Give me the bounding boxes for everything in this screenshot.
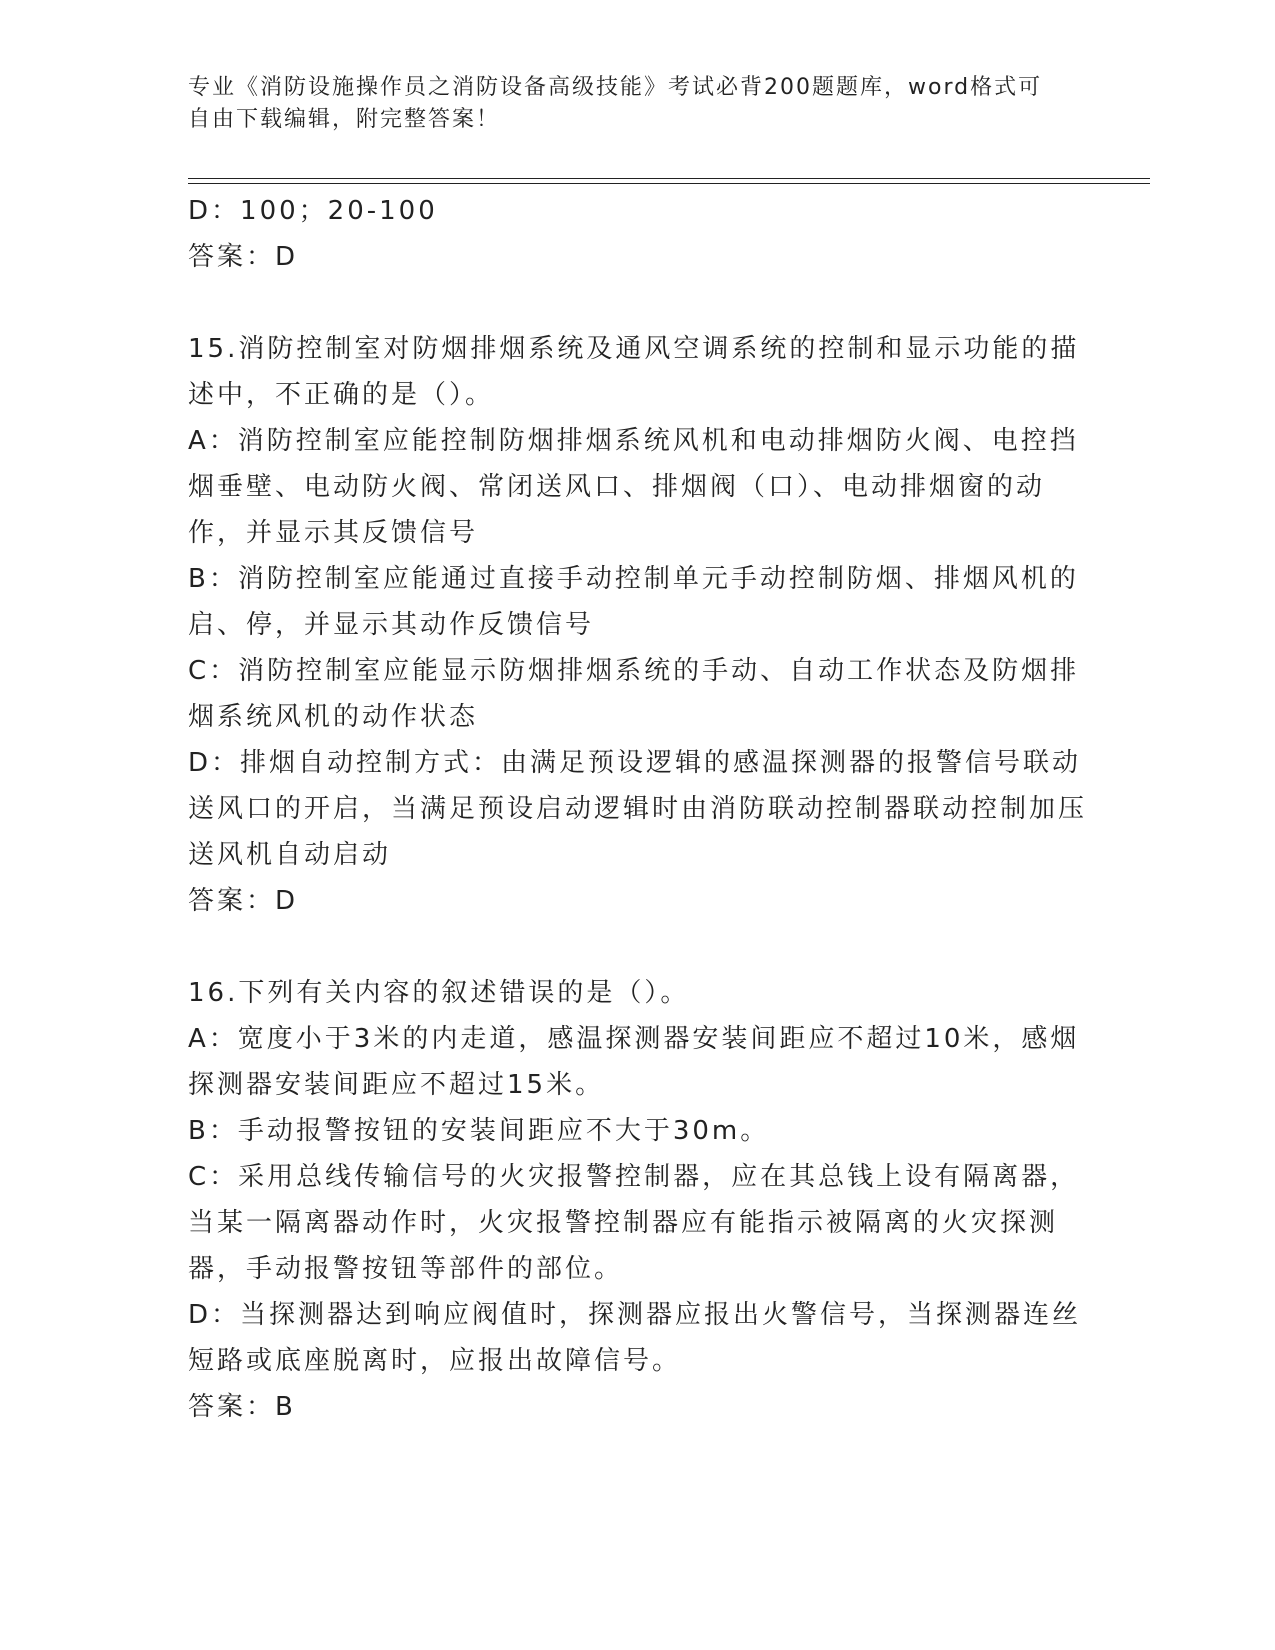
- spacer: [188, 924, 1088, 970]
- spacer: [188, 280, 1088, 326]
- option-a: A：消防控制室应能控制防烟排烟系统风机和电动排烟防火阀、电控挡烟垂壁、电动防火阀、常闭送风口、排烟阀（口）、电动排烟窗的动作，并显示其反馈信号: [188, 426, 1079, 548]
- question-stem: 16.下列有关内容的叙述错误的是（）。: [188, 978, 690, 1008]
- option-d: D：当探测器达到响应阀值时，探测器应报出火警信号，当探测器连丝短路或底座脱离时，应报出故障信号。: [188, 1300, 1082, 1376]
- answer: 答案：B: [188, 1392, 296, 1422]
- answer: 答案：D: [188, 886, 299, 916]
- document-body: [188, 188, 1088, 1430]
- prev-answer: 答案：D: [188, 242, 299, 272]
- option-b: B：消防控制室应能通过直接手动控制单元手动控制防烟、排烟风机的启、停，并显示其动作反馈信号: [188, 564, 1079, 640]
- option-c: C：消防控制室应能显示防烟排烟系统的手动、自动工作状态及防烟排烟系统风机的动作状态: [188, 656, 1080, 732]
- header-rule-top: [188, 178, 1150, 179]
- question-16: [188, 970, 1088, 1430]
- question-15: [188, 326, 1088, 924]
- option-d: D：排烟自动控制方式：由满足预设逻辑的感温探测器的报警信号联动送风口的开启，当满足预设启动逻辑时由消防联动控制器联动控制加压送风机自动启动: [188, 748, 1088, 870]
- option-c: C：采用总线传输信号的火灾报警控制器，应在其总钱上设有隔离器，当某一隔离器动作时，火灾报警控制器应有能指示被隔离的火灾探测器，手动报警按钮等部件的部位。: [188, 1162, 1080, 1284]
- option-b: B：手动报警按钮的安装间距应不大于30m。: [188, 1116, 770, 1146]
- header-line-1: 专业《消防设施操作员之消防设备高级技能》考试必背200题题库，word格式可: [188, 75, 1043, 100]
- option-a: A：宽度小于3米的内走道，感温探测器安装间距应不超过10米，感烟探测器安装间距应不超过15米。: [188, 1024, 1080, 1100]
- page-header: [188, 72, 1068, 136]
- header-rule-bottom: [188, 183, 1150, 184]
- question-stem: 15.消防控制室对防烟排烟系统及通风空调系统的控制和显示功能的描述中，不正确的是（）。: [188, 334, 1080, 410]
- prev-option-d: D：100；20-100: [188, 196, 438, 226]
- header-line-2: 自由下载编辑，附完整答案！: [188, 107, 501, 132]
